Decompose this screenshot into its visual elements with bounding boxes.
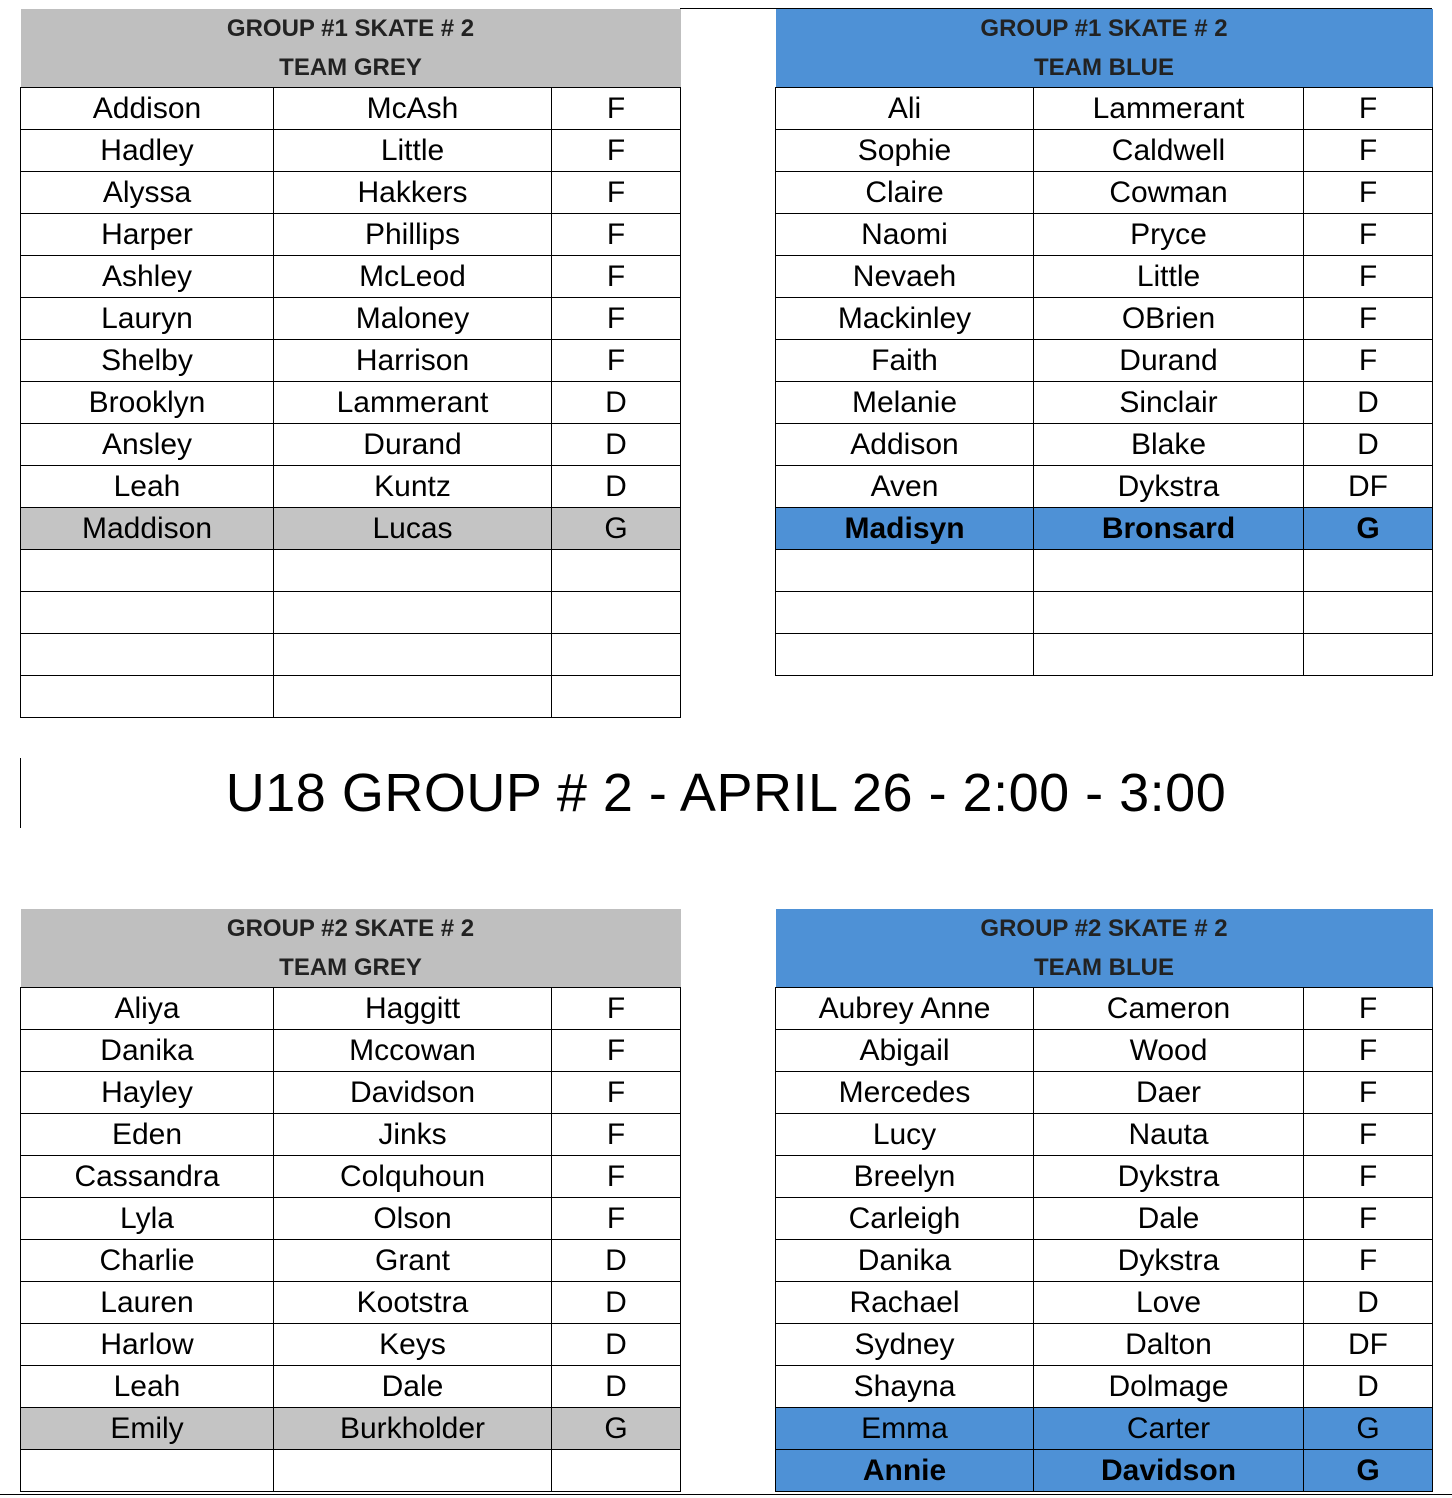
player-position: D [552,1324,681,1366]
roster-row [21,1156,681,1198]
player-first-name: Lauryn [21,298,274,340]
roster-row [21,676,681,718]
player-last-name [1034,550,1304,592]
player-position: F [552,1156,681,1198]
roster-row [21,1282,681,1324]
player-last-name: OBrien [1034,298,1304,340]
player-position: DF [1304,1324,1433,1366]
roster-header-team: TEAM BLUE [776,948,1433,988]
player-first-name: Annie [776,1450,1034,1492]
roster-row [776,1366,1433,1408]
roster-header-team: TEAM BLUE [776,48,1433,88]
player-last-name: Olson [274,1198,552,1240]
player-position [552,634,681,676]
player-position: F [1304,256,1433,298]
roster-row [21,298,681,340]
player-first-name: Brooklyn [21,382,274,424]
group2-team-grey-roster [20,909,681,1492]
roster-row [776,592,1433,634]
player-position: F [552,130,681,172]
player-first-name: Aubrey Anne [776,988,1034,1030]
roster-row [776,88,1433,130]
player-position: D [552,382,681,424]
player-position: F [1304,340,1433,382]
player-first-name: Melanie [776,382,1034,424]
roster-row [21,256,681,298]
player-first-name: Lucy [776,1114,1034,1156]
roster-row [776,466,1433,508]
roster-row [21,508,681,550]
roster-row [21,466,681,508]
player-last-name: Dale [274,1366,552,1408]
player-position: F [1304,130,1433,172]
player-last-name: McLeod [274,256,552,298]
player-first-name: Emily [21,1408,274,1450]
roster-row [21,88,681,130]
player-position: F [552,1114,681,1156]
player-position: D [1304,424,1433,466]
player-last-name: Lammerant [274,382,552,424]
player-first-name: Harlow [21,1324,274,1366]
roster-row [776,1114,1433,1156]
player-position: G [552,508,681,550]
player-position [552,1450,681,1492]
player-first-name: Aliya [21,988,274,1030]
player-position: D [552,1366,681,1408]
roster-row [776,214,1433,256]
player-position [1304,550,1433,592]
player-first-name [776,550,1034,592]
player-position: D [552,424,681,466]
player-first-name: Charlie [21,1240,274,1282]
player-position: F [1304,172,1433,214]
player-last-name: Hakkers [274,172,552,214]
player-position: F [552,172,681,214]
player-position: F [1304,1114,1433,1156]
roster-row [21,1030,681,1072]
roster-row [21,340,681,382]
roster-row [21,1324,681,1366]
roster-row [21,634,681,676]
player-position: F [552,1030,681,1072]
player-last-name: Bronsard [1034,508,1304,550]
player-first-name [21,592,274,634]
roster-row [21,1450,681,1492]
player-first-name: Emma [776,1408,1034,1450]
event-title: U18 GROUP # 2 - APRIL 26 - 2:00 - 3:00 [225,763,1227,823]
player-last-name: Wood [1034,1030,1304,1072]
player-last-name: Sinclair [1034,382,1304,424]
player-first-name [21,550,274,592]
player-last-name: Blake [1034,424,1304,466]
player-last-name: Nauta [1034,1114,1304,1156]
player-position: F [552,256,681,298]
roster-row [776,424,1433,466]
player-first-name: Ali [776,88,1034,130]
player-first-name: Leah [21,466,274,508]
roster-row [776,1240,1433,1282]
player-position: D [552,1282,681,1324]
player-position: F [552,340,681,382]
player-first-name [776,592,1034,634]
player-last-name [274,676,552,718]
roster-row [21,1366,681,1408]
player-last-name: Davidson [1034,1450,1304,1492]
roster-row [776,382,1433,424]
player-last-name [274,634,552,676]
player-first-name: Hadley [21,130,274,172]
player-last-name: Jinks [274,1114,552,1156]
player-position: D [552,466,681,508]
roster-row [21,1198,681,1240]
player-position: F [1304,1156,1433,1198]
player-position: F [552,298,681,340]
player-last-name: Lammerant [1034,88,1304,130]
roster-row [776,172,1433,214]
player-last-name: Cowman [1034,172,1304,214]
roster-row [21,592,681,634]
roster-row [21,1240,681,1282]
roster-row [21,382,681,424]
player-first-name: Sydney [776,1324,1034,1366]
player-last-name: Durand [274,424,552,466]
player-last-name: Davidson [274,1072,552,1114]
roster-header-team: TEAM GREY [21,48,681,88]
player-last-name: Lucas [274,508,552,550]
player-position: G [1304,508,1433,550]
player-last-name: Dykstra [1034,1240,1304,1282]
player-last-name: Daer [1034,1072,1304,1114]
player-last-name [274,592,552,634]
player-last-name: Haggitt [274,988,552,1030]
roster-row [776,1282,1433,1324]
group1-team-grey-roster [20,9,681,718]
player-position: F [1304,298,1433,340]
roster-row [776,340,1433,382]
player-position: F [1304,1198,1433,1240]
player-first-name: Hayley [21,1072,274,1114]
roster-row [776,1030,1433,1072]
player-first-name: Sophie [776,130,1034,172]
player-last-name [274,550,552,592]
roster-header-group: GROUP #2 SKATE # 2 [776,909,1433,948]
player-last-name: Dale [1034,1198,1304,1240]
roster-row [21,1072,681,1114]
player-last-name: Phillips [274,214,552,256]
player-position [552,550,681,592]
player-last-name [1034,634,1304,676]
player-last-name: Dolmage [1034,1366,1304,1408]
player-position: F [552,214,681,256]
player-first-name: Leah [21,1366,274,1408]
player-last-name: Grant [274,1240,552,1282]
player-last-name [1034,592,1304,634]
group2-team-blue-roster [775,909,1433,1492]
player-first-name: Eden [21,1114,274,1156]
player-first-name: Shelby [21,340,274,382]
player-position: D [1304,1366,1433,1408]
roster-row [776,508,1433,550]
player-first-name: Alyssa [21,172,274,214]
player-position: F [1304,1072,1433,1114]
player-first-name: Danika [776,1240,1034,1282]
player-first-name: Mackinley [776,298,1034,340]
player-position: G [1304,1408,1433,1450]
player-first-name: Harper [21,214,274,256]
bottom-border-line [0,1494,1452,1495]
player-first-name: Rachael [776,1282,1034,1324]
roster-header-group: GROUP #1 SKATE # 2 [776,9,1433,48]
player-last-name: Cameron [1034,988,1304,1030]
player-first-name: Shayna [776,1366,1034,1408]
roster-row [776,634,1433,676]
player-first-name: Ansley [21,424,274,466]
roster-row [776,256,1433,298]
player-last-name: Pryce [1034,214,1304,256]
player-position: F [552,988,681,1030]
player-last-name: Love [1034,1282,1304,1324]
player-first-name: Nevaeh [776,256,1034,298]
player-last-name: Harrison [274,340,552,382]
roster-row [21,1114,681,1156]
roster-row [776,1072,1433,1114]
player-first-name: Aven [776,466,1034,508]
player-first-name: Addison [776,424,1034,466]
player-first-name: Maddison [21,508,274,550]
player-last-name: Burkholder [274,1408,552,1450]
player-position [1304,592,1433,634]
player-last-name: Durand [1034,340,1304,382]
player-position: F [1304,1030,1433,1072]
roster-row [776,1408,1433,1450]
player-first-name [21,676,274,718]
player-last-name: Carter [1034,1408,1304,1450]
roster-row [776,550,1433,592]
player-first-name [21,1450,274,1492]
roster-row [21,988,681,1030]
player-last-name: Colquhoun [274,1156,552,1198]
player-last-name: Dykstra [1034,1156,1304,1198]
player-last-name: Kootstra [274,1282,552,1324]
player-position: F [552,88,681,130]
player-position [552,676,681,718]
player-last-name: Maloney [274,298,552,340]
roster-row [776,1450,1433,1492]
player-first-name: Breelyn [776,1156,1034,1198]
roster-row [776,1324,1433,1366]
roster-header-group: GROUP #1 SKATE # 2 [21,9,681,48]
player-last-name: Mccowan [274,1030,552,1072]
player-first-name: Abigail [776,1030,1034,1072]
roster-header-group: GROUP #2 SKATE # 2 [21,909,681,948]
player-last-name [274,1450,552,1492]
player-position: D [552,1240,681,1282]
player-position: F [1304,214,1433,256]
roster-row [776,1198,1433,1240]
roster-row [776,298,1433,340]
roster-row [21,172,681,214]
player-position: F [552,1198,681,1240]
player-position: DF [1304,466,1433,508]
player-last-name: Caldwell [1034,130,1304,172]
player-last-name: Kuntz [274,466,552,508]
roster-row [776,988,1433,1030]
player-first-name: Addison [21,88,274,130]
roster-row [21,130,681,172]
group1-team-blue-roster [775,9,1433,676]
player-last-name: Little [274,130,552,172]
player-position [1304,634,1433,676]
player-first-name: Carleigh [776,1198,1034,1240]
player-first-name [21,634,274,676]
player-first-name: Lyla [21,1198,274,1240]
player-first-name: Cassandra [21,1156,274,1198]
roster-row [21,214,681,256]
player-last-name: Little [1034,256,1304,298]
player-last-name: Dykstra [1034,466,1304,508]
player-first-name: Faith [776,340,1034,382]
roster-row [21,1408,681,1450]
player-first-name: Madisyn [776,508,1034,550]
player-first-name: Lauren [21,1282,274,1324]
roster-row [776,1156,1433,1198]
roster-row [21,550,681,592]
player-position: F [1304,1240,1433,1282]
player-first-name: Mercedes [776,1072,1034,1114]
player-position: D [1304,382,1433,424]
player-first-name: Naomi [776,214,1034,256]
roster-row [21,424,681,466]
player-position: D [1304,1282,1433,1324]
roster-header-team: TEAM GREY [21,948,681,988]
player-last-name: Dalton [1034,1324,1304,1366]
player-first-name: Danika [21,1030,274,1072]
player-position [552,592,681,634]
player-last-name: McAsh [274,88,552,130]
player-position: F [1304,88,1433,130]
player-last-name: Keys [274,1324,552,1366]
player-position: G [1304,1450,1433,1492]
roster-row [776,130,1433,172]
player-position: F [1304,988,1433,1030]
player-position: F [552,1072,681,1114]
player-first-name: Ashley [21,256,274,298]
player-position: G [552,1408,681,1450]
player-first-name [776,634,1034,676]
player-first-name: Claire [776,172,1034,214]
